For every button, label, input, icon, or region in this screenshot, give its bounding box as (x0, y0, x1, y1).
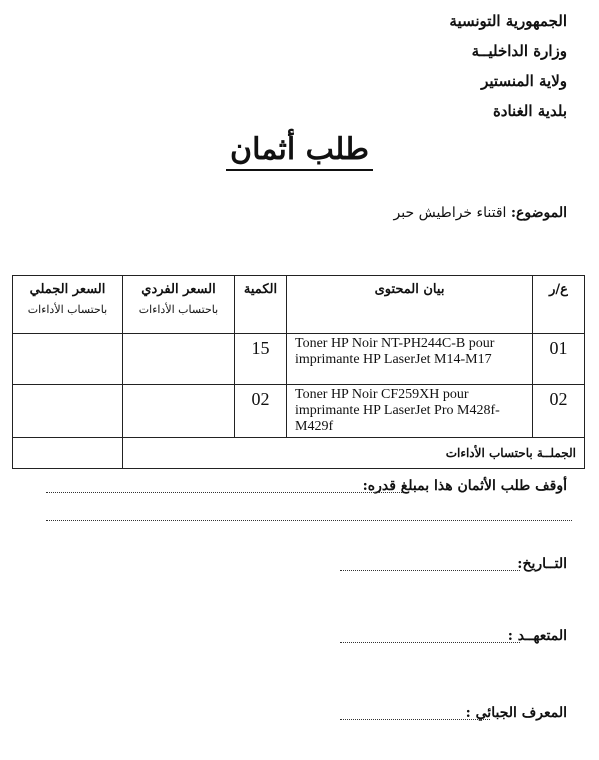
tax-id-line[interactable] (340, 719, 490, 720)
row-no: 02 (533, 385, 585, 438)
letterhead-governorate: ولاية المنستير (481, 72, 567, 90)
row-unit-price (123, 334, 235, 385)
price-table (12, 275, 585, 469)
table-row (13, 385, 585, 438)
letterhead (449, 6, 567, 126)
letterhead-ministry: وزارة الداخليــة (471, 42, 567, 60)
letterhead-municipality: بلدية الغنادة (492, 102, 567, 120)
subject-label: الموضوع: (510, 205, 567, 221)
col-header-unit-price-label: السعر الفردي (141, 282, 216, 297)
row-total-price (13, 334, 123, 385)
col-header-total-price-label: السعر الجملي (29, 282, 106, 297)
total-label: الجملــة باحتساب الأداءات (123, 438, 585, 469)
subject-value: اقتناء خراطيش حبر (393, 205, 507, 221)
col-header-unit-price-sub: باحتساب الأداءات (138, 303, 219, 316)
amount-label: أوقف طلب الأثمان هذا بمبلغ قدره: (362, 478, 567, 494)
row-unit-price (123, 385, 235, 438)
col-header-total-price-sub: باحتساب الأداءات (27, 303, 108, 316)
col-header-no: ع/ر (533, 276, 585, 334)
row-total-price (13, 385, 123, 438)
tax-id-label: المعرف الجبائي : (465, 705, 567, 721)
amount-line-1[interactable] (46, 492, 402, 493)
bidder-line[interactable] (340, 642, 520, 643)
table-header-row (13, 276, 585, 334)
total-value (13, 438, 123, 469)
row-desc: Toner HP Noir NT-PH244C-B pour imprimante HP LaserJet M14-M17 (287, 334, 533, 385)
table-total-row (13, 438, 585, 469)
bidder-label: المتعهــد : (507, 628, 567, 644)
amount-line-2[interactable] (46, 520, 572, 521)
row-qty: 02 (235, 385, 287, 438)
document-title-wrap (0, 132, 599, 171)
date-field (517, 556, 567, 572)
row-qty: 15 (235, 334, 287, 385)
table-row (13, 334, 585, 385)
col-header-unit-price (123, 276, 235, 334)
col-header-desc: بيان المحتوى (287, 276, 533, 334)
col-header-qty: الكمية (235, 276, 287, 334)
document-title: طلب أثمان (226, 132, 373, 171)
row-desc: Toner HP Noir CF259XH pour imprimante HP LaserJet Pro M428f-M429f (287, 385, 533, 438)
date-line[interactable] (340, 570, 520, 571)
letterhead-republic: الجمهورية التونسية (449, 12, 567, 30)
date-label: التــاريخ: (517, 556, 567, 572)
subject-line (394, 205, 567, 221)
row-no: 01 (533, 334, 585, 385)
col-header-total-price (13, 276, 123, 334)
